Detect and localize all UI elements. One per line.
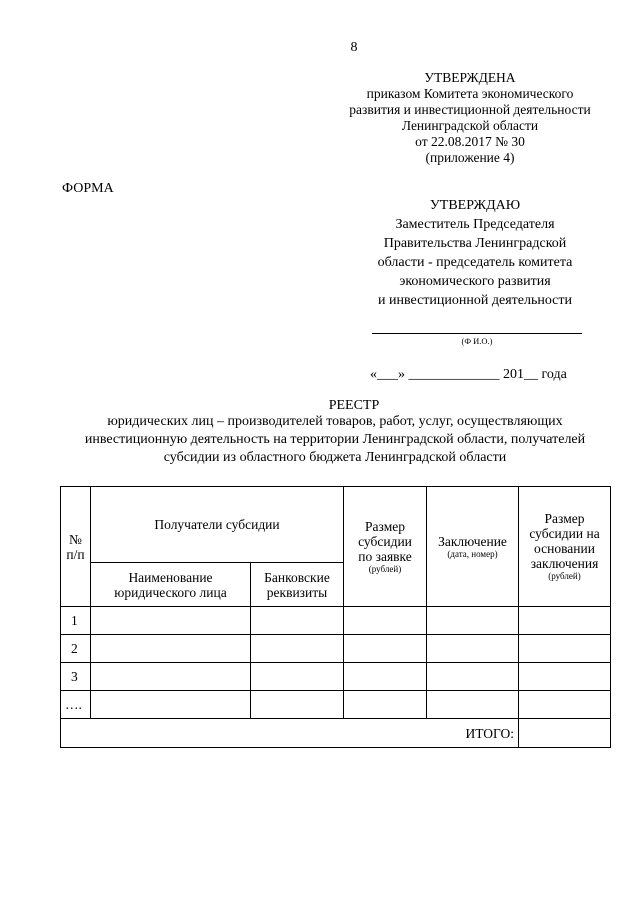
- approved-line: Ленинградской области: [401, 118, 539, 133]
- approved-appendix: (приложение 4): [425, 150, 515, 165]
- header-name: [91, 563, 251, 607]
- header-basis-note: (рублей): [548, 571, 581, 581]
- cell-basis: [519, 635, 611, 663]
- approve-heading: УТВЕРЖДАЮ: [429, 198, 521, 213]
- page-number: 8: [350, 40, 358, 55]
- cell-amount: [344, 691, 427, 719]
- header-bank: [251, 563, 344, 607]
- cell-bank: [251, 691, 344, 719]
- header-number-pp: п/п: [66, 546, 85, 562]
- header-name-line: юридического лица: [114, 584, 227, 600]
- header-amount: [344, 487, 427, 607]
- approved-heading: УТВЕРЖДЕНА: [424, 70, 516, 85]
- header-amount-line: субсидии: [358, 533, 412, 549]
- row-number: ….: [61, 691, 91, 719]
- cell-bank: [251, 663, 344, 691]
- cell-conclusion: [427, 607, 519, 635]
- approval-stamp: [335, 70, 605, 166]
- header-number-sign: №: [69, 531, 82, 547]
- cell-amount: [344, 663, 427, 691]
- table-header-row: [61, 487, 611, 563]
- approve-line: Заместитель Председателя: [395, 217, 555, 232]
- total-label: ИТОГО:: [61, 719, 519, 748]
- header-basis-line: основании: [534, 541, 595, 556]
- approved-order-date: от 22.08.2017 № 30: [415, 134, 525, 149]
- signature-line: [372, 333, 582, 334]
- registry-table: [60, 486, 611, 748]
- header-basis-line: Размер: [544, 511, 585, 526]
- cell-amount: [344, 635, 427, 663]
- cell-name: [91, 663, 251, 691]
- fio-caption: (Ф И.О.): [461, 336, 493, 346]
- header-recipients: Получатели субсидии: [91, 487, 344, 563]
- approval-date-line: «___» _____________ 201__ года: [370, 367, 567, 382]
- header-amount-note: (рублей): [368, 563, 402, 574]
- approved-line: приказом Комитета экономического: [366, 86, 574, 101]
- table-row: [61, 607, 611, 635]
- approve-line: экономического развития: [399, 274, 551, 289]
- header-basis-line: заключения: [530, 556, 599, 571]
- header-bank-line: реквизиты: [266, 584, 328, 600]
- header-conclusion-note: (дата, номер): [447, 548, 498, 559]
- header-amount-line: Размер: [365, 518, 405, 534]
- header-conclusion-label: Заключение: [438, 533, 507, 549]
- header-basis: [519, 487, 611, 607]
- row-number: 1: [61, 607, 91, 635]
- approve-block: [340, 196, 610, 310]
- approve-line: и инвестиционной деятельности: [378, 293, 572, 308]
- cell-basis: [519, 607, 611, 635]
- cell-name: [91, 607, 251, 635]
- approve-line: области - председатель комитета: [377, 255, 573, 270]
- cell-name: [91, 691, 251, 719]
- cell-basis: [519, 663, 611, 691]
- header-basis-line: субсидии на: [529, 526, 600, 541]
- table-total-row: [61, 719, 611, 748]
- cell-basis: [519, 691, 611, 719]
- cell-conclusion: [427, 635, 519, 663]
- header-number: [61, 487, 91, 607]
- table-row: [61, 663, 611, 691]
- cell-conclusion: [427, 691, 519, 719]
- total-value: [519, 719, 611, 748]
- row-number: 2: [61, 635, 91, 663]
- header-bank-line: Банковские: [264, 569, 330, 585]
- cell-conclusion: [427, 663, 519, 691]
- table-row: [61, 691, 611, 719]
- cell-bank: [251, 607, 344, 635]
- header-name-line: Наименование: [128, 569, 213, 585]
- registry-subtitle: [60, 413, 610, 467]
- approved-line: развития и инвестиционной деятельности: [349, 102, 591, 117]
- table-row: [61, 635, 611, 663]
- cell-bank: [251, 635, 344, 663]
- registry-subtitle-line: юридических лиц – производителей товаров, работ, услуг, осуществляющих: [107, 414, 563, 429]
- approve-line: Правительства Ленинградской: [383, 236, 567, 251]
- registry-title: РЕЕСТР: [328, 398, 380, 413]
- header-conclusion: [427, 487, 519, 607]
- cell-name: [91, 635, 251, 663]
- row-number: 3: [61, 663, 91, 691]
- cell-amount: [344, 607, 427, 635]
- registry-subtitle-line: субсидии из областного бюджета Ленинградской области: [163, 450, 507, 465]
- registry-subtitle-line: инвестиционную деятельность на территории Ленинградской области, получателей: [84, 432, 586, 447]
- header-amount-line: по заявке: [358, 548, 412, 564]
- form-label: ФОРМА: [62, 181, 114, 196]
